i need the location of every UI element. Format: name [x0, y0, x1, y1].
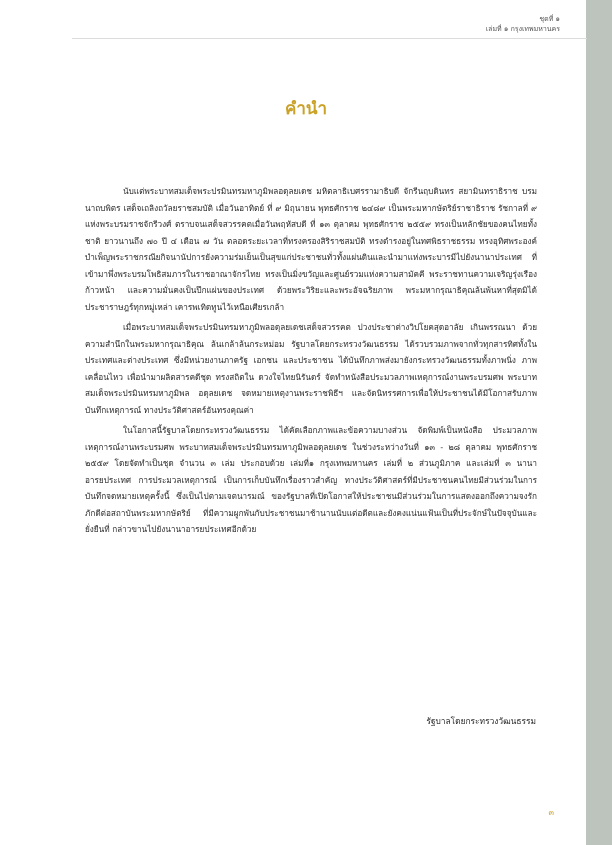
page-number: ๓ [548, 808, 554, 817]
page-header [486, 14, 560, 34]
preface-body [85, 183, 537, 542]
paragraph-3: ในโอกาสนี้รัฐบาลโดยกระทรวงวัฒนธรรม ได้คัดเลือกภาพและข้อความบางส่วน จัดพิมพ์เป็นหนังสือ ประมวลภาพเหตุการณ์งานพระบรมศพ พระบาทสมเด็จพระปรมินทรมหาภูมิพลอดุลยเดช ในช่วงระหว่างวันที่ ๑๓ - ๒๘ ตุลาคม พุทธศักราช ๒๕๕๙ โดยจัดทำเป็นชุด จำนวน ๓ เล่ม ประกอบด้วย เล่มที่๑ กรุงเทพมหานคร เล่มที่ ๒ ส่วนภูมิภาค และเล่มที่ ๓ นานาอารยประเทศ การประมวลเหตุการณ์ เป็นการเก็บบันทึกเรื่องราวสำคัญ ทางประวัติศาสตร์ที่มีประชาชนคนไทยมีส่วนร่วมในการบันทึกจดหมายเหตุครั้งนี้ ซึ่งเป็นไปตามเจตนารมณ์ ของรัฐบาลที่เปิดโอกาสให้ประชาชนมีส่วนร่วมในการแสดงออกถึงความจงรักภักดีต่อสถาบันพระมหากษัตริย์ ที่มีความผูกพันกับประชาชนมาช้านานนับแต่อดีตและยังคงแน่นแฟ้นเป็นที่ประจักษ์ในปัจจุบันและยั่งยืนที่ กล่าวขานไปยังนานาอารยประเทศอีกด้วย [85, 425, 537, 534]
paragraph-2: เมื่อพระบาทสมเด็จพระปรมินทรมหาภูมิพลอดุลยเดชเสด็จสวรรคต ปวงประชาต่างวิปโยคสุดอาลัย เกินพรรณนา ด้วยความสำนึกในพระมหากรุณาธิคุณ ล้นเกล้าล้นกระหม่อม รัฐบาลโดยกระทรวงวัฒนธรรม ได้รวบรวมภาพจากทั่วทุกสารทิศทั้งในประเทศและต่างประเทศ ซึ่งมีหน่วยงานภาครัฐ เอกชน และประชาชน ได้บันทึกภาพส่งมายังกระทรวงวัฒนธรรมทั้งภาพนิ่ง ภาพเคลื่อนไหว เพื่อนำมาผลิตสารคดีชุด ทรงสถิตใน ดวงใจไทยนิรันดร์ จัดทำหนังสือประมวลภาพเหตุการณ์งานพระบรมศพ พระบาทสมเด็จพระปรมินทรมหาภูมิพล อดุลยเดช จดหมายเหตุงานพระราชพิธีฯ และจัดนิทรรศการเพื่อให้ประชาชนได้มีโอกาสรับภาพบันทึกเหตุการณ์ ทางประวัติศาสตร์อันทรงคุณค่า [85, 322, 537, 415]
header-series: ชุดที่ ๑ [539, 15, 560, 23]
side-band [586, 0, 612, 845]
signature: รัฐบาลโดยกระทรวงวัฒนธรรม [426, 716, 536, 726]
paragraph-1: นับแต่พระบาทสมเด็จพระปรมินทรมหาภูมิพลอดุลยเดช มหิตลาธิเบศรรามาธิบดี จักรีนฤบดินทร สยามินทราธิราช บรมนาถบพิตร เสด็จเถลิงถวัลยราชสมบัติ เมื่อวันอาทิตย์ ที่ ๙ มิถุนายน พุทธศักราช ๒๔๘๙ เป็นพระมหากษัตริย์ราชาธิราช รัชกาลที่ ๙ แห่งพระบรมราชจักรีวงศ์ ตราบจนเสด็จสวรรคตเมื่อวันพฤหัสบดี ที่ ๑๓ ตุลาคม พุทธศักราช ๒๕๕๙ ทรงเป็นหลักชัยของคนไทยทั้งชาติ ยาวนานถึง ๗๐ ปี ๔ เดือน ๗ วัน ตลอดระยะเวลาที่ทรงครองสิริราชสมบัติ ทรงดำรงอยู่ในทศพิธราชธรรม ทรงอุทิศพระองค์บำเพ็ญพระราชกรณียกิจนานัปการยังความร่มเย็นเป็นสุขแก่ประชาชนทั่วทั้งแผ่นดินและนำมาแห่งพระบารมีไปยังนานาประเทศ ที่เข้ามาพึ่งพระบรมโพธิสมภารในราชอาณาจักรไทย ทรงเป็นมิ่งขวัญและศูนย์รวมแห่งความสามัคคี พระราชทานความเจริญรุ่งเรืองก้าวหน้า และความมั่นคงเป็นปึกแผ่นของประเทศ ด้วยพระวิริยะและพระอัจฉริยภาพ พระมหากรุณาธิคุณล้นพ้นหาที่สุดมิได้ ประชาราษฎร์ทุกหมู่เหล่า เคารพเทิดทูนไว้เหนือเศียรเกล้า [85, 186, 537, 312]
header-volume: เล่มที่ ๑ กรุงเทพมหานคร [485, 25, 560, 33]
header-divider [72, 38, 587, 39]
page-title: คำนำ [284, 99, 328, 119]
